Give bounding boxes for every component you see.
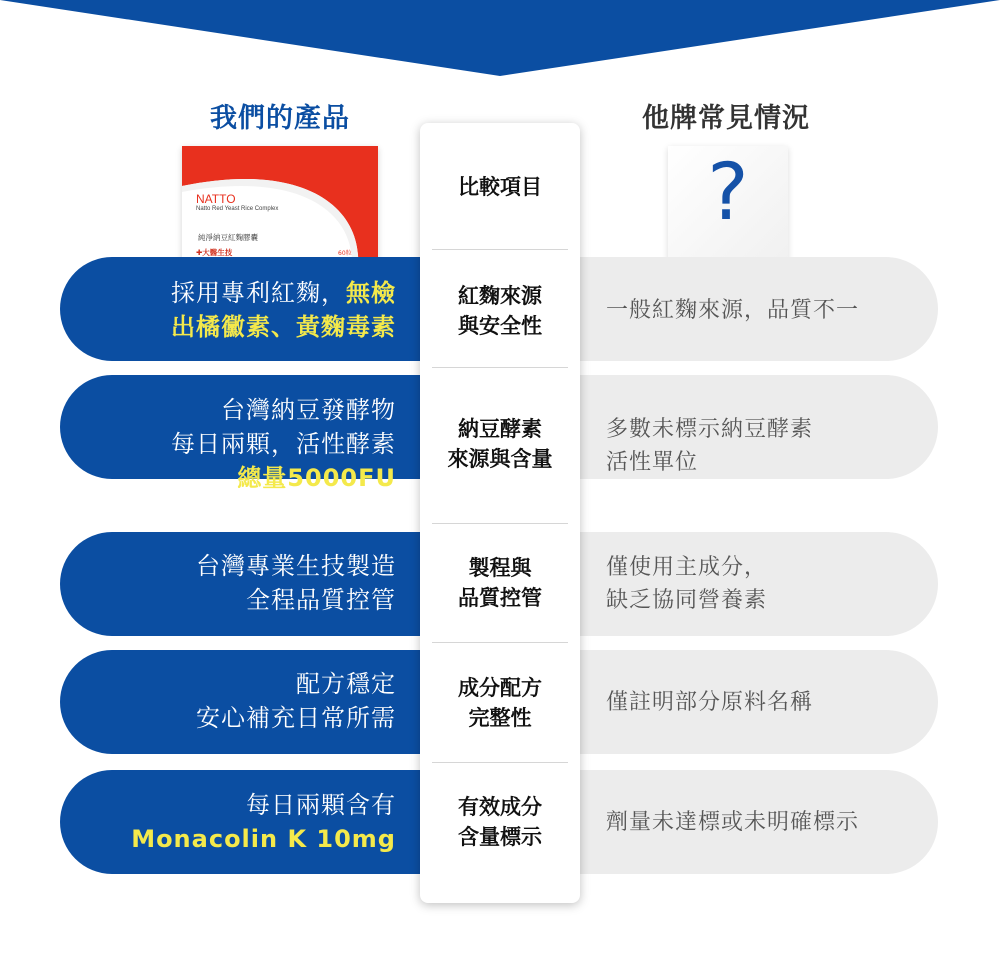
comparison-items-card xyxy=(420,123,580,903)
divider xyxy=(432,367,568,368)
row-5-ours-text xyxy=(131,788,396,856)
row-2-category xyxy=(420,414,580,474)
unknown-product-box xyxy=(668,146,788,266)
row-4-theirs-text xyxy=(606,686,813,719)
top-banner xyxy=(0,0,1000,80)
divider xyxy=(432,642,568,643)
row-5-ours-highlight: Monacolin K 10mg xyxy=(131,825,396,853)
row-4-ours-line2: 安心補充日常所需 xyxy=(196,704,396,732)
comparison-items-header: 比較項目 xyxy=(458,175,542,199)
divider xyxy=(432,762,568,763)
row-1-category-line2: 與安全性 xyxy=(458,314,542,338)
row-4-category-line2: 完整性 xyxy=(468,706,532,730)
row-3-theirs-line2: 缺乏協同營養素 xyxy=(606,588,768,613)
row-3-theirs-line1: 僅使用主成分， xyxy=(606,555,768,580)
row-2-ours-highlight: 總量5000FU xyxy=(237,464,396,492)
row-5-category xyxy=(420,792,580,852)
divider xyxy=(432,523,568,524)
row-5-ours-line1: 每日兩顆含有 xyxy=(246,791,396,819)
row-2-ours-text xyxy=(171,393,396,495)
row-3-category xyxy=(420,553,580,613)
product-subtitle: Natto Red Yeast Rice Complex xyxy=(196,206,279,212)
row-2-theirs-line2: 活性單位 xyxy=(606,450,699,475)
our-product-heading: 我們的產品 xyxy=(210,103,350,134)
row-2-category-line1: 納豆酵素 xyxy=(458,417,542,441)
row-3-category-line2: 品質控管 xyxy=(458,586,542,610)
other-brands-heading: 他牌常見情況 xyxy=(642,103,810,134)
row-5-category-line1: 有效成分 xyxy=(458,795,542,819)
product-count: 60粒 xyxy=(338,250,352,257)
row-5-theirs-text xyxy=(606,806,859,839)
row-3-ours-line2: 全程品質控管 xyxy=(246,586,396,614)
row-2-ours-line2: 每日兩顆，活性酵素 xyxy=(171,430,396,458)
row-2-theirs-line1: 多數未標示納豆酵素 xyxy=(606,417,814,442)
row-1-ours-highlight-a: 無檢 xyxy=(346,279,396,307)
product-box-image xyxy=(182,146,378,266)
row-1-theirs-line1: 一般紅麴來源，品質不一 xyxy=(606,298,860,323)
divider xyxy=(432,249,568,250)
row-5-theirs-line1: 劑量未達標或未明確標示 xyxy=(606,810,860,835)
product-maker: ✚大醫生技 xyxy=(196,248,233,257)
row-1-ours-line1: 採用專利紅麴， xyxy=(171,279,346,307)
row-2-ours-line1: 台灣納豆發酵物 xyxy=(221,396,396,424)
row-1-theirs-text xyxy=(606,294,859,327)
row-5-category-line2: 含量標示 xyxy=(458,825,542,849)
row-2-theirs-text xyxy=(606,413,813,479)
row-4-theirs-line1: 僅註明部分原料名稱 xyxy=(606,690,814,715)
product-maker-name: 大醫生技 xyxy=(202,248,233,257)
row-4-ours-text xyxy=(196,667,396,735)
question-mark-icon: ? xyxy=(707,148,749,238)
row-3-theirs-text xyxy=(606,551,767,617)
row-1-ours-text xyxy=(171,276,396,344)
row-3-category-line1: 製程與 xyxy=(468,556,532,580)
row-2-category-line2: 來源與含量 xyxy=(447,447,553,471)
row-1-ours-highlight-b: 出橘黴素、黃麴毒素 xyxy=(171,313,396,341)
row-1-category xyxy=(420,281,580,341)
row-4-category-line1: 成分配方 xyxy=(458,676,542,700)
row-4-ours-line1: 配方穩定 xyxy=(296,670,396,698)
product-brand: NATTO xyxy=(196,192,236,206)
row-3-ours-text xyxy=(196,549,396,617)
row-1-category-line1: 紅麴來源 xyxy=(458,284,542,308)
row-3-ours-line1: 台灣專業生技製造 xyxy=(196,552,396,580)
product-name-zh: 純淨納豆紅麴膠囊 xyxy=(198,233,258,242)
row-4-category xyxy=(420,673,580,733)
